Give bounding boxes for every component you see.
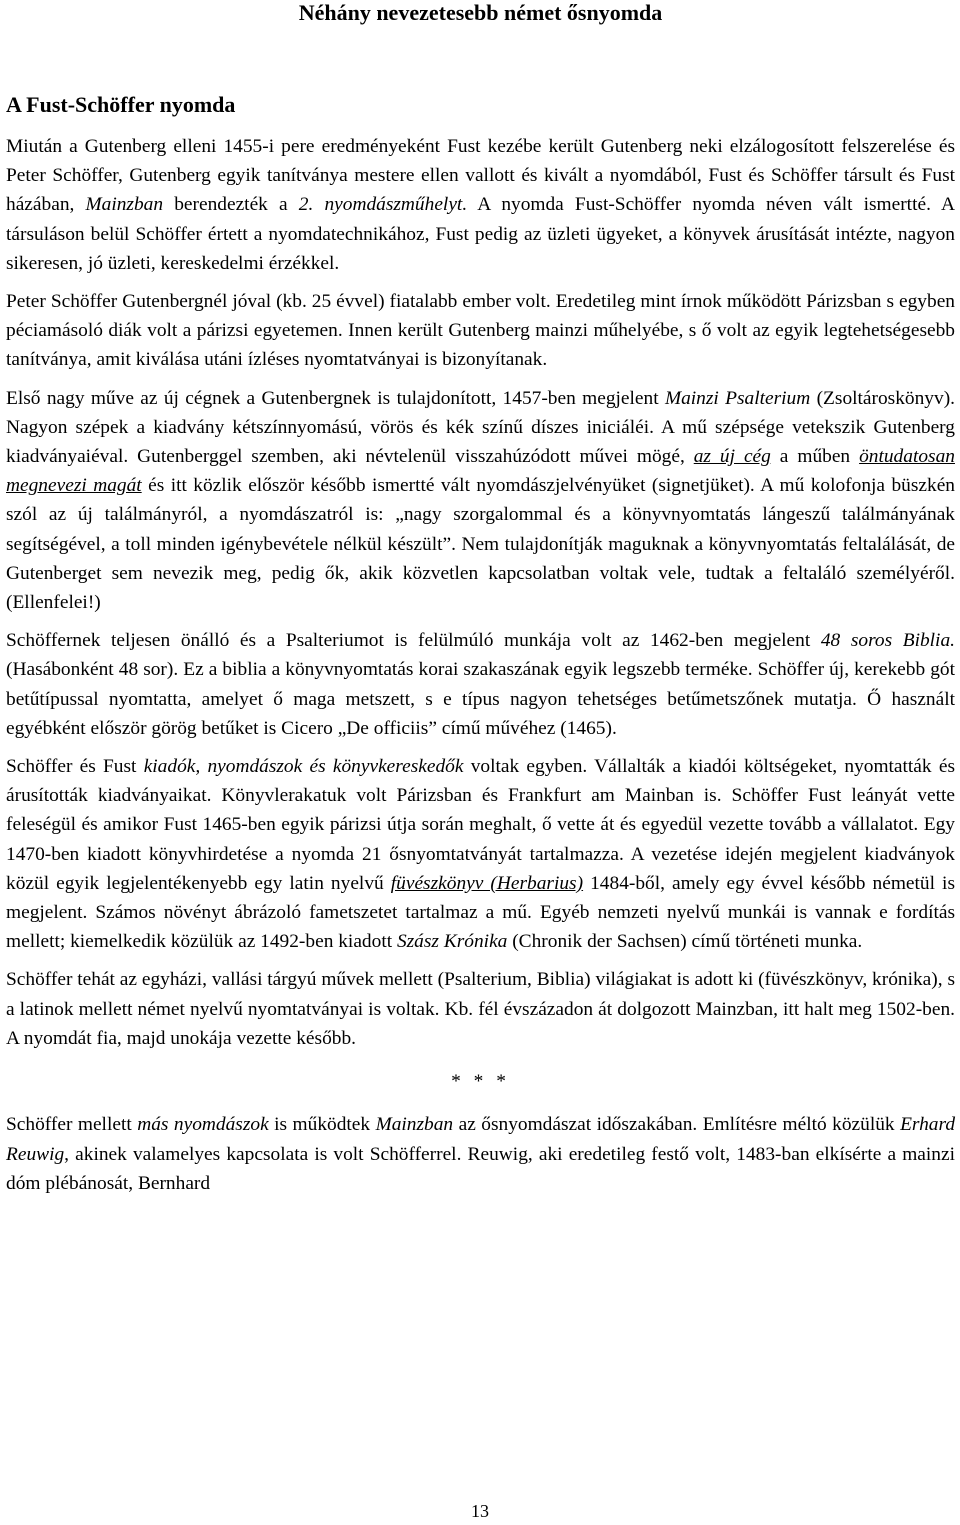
italic-underlined-text: az új cég (693, 446, 771, 468)
italic-text: Mainzi Psalterium (664, 387, 811, 409)
body-text (6, 132, 955, 1207)
italic-text: Erhard Reuwig (6, 1114, 956, 1165)
section-heading: A Fust-Schöffer nyomda (6, 92, 236, 117)
paragraph-1 (6, 132, 955, 278)
paragraph-6: Schöffer tehát az egyházi, vallási tárgyú művek mellett (Psalterium, Biblia) világiakat is adott ki (füvészkönyv, krónika), s a latinok mellett német nyelvű nyomtatványai is voltak. Kb. fél évszázadon át dolgozott Mainzban, itt halt meg 1502-ben. A nyomdát fia, majd unokája vezette később. (6, 969, 955, 1049)
text-run: Schöffer és Fust (6, 756, 144, 778)
text-run: (Zsoltároskönyv). Nagyon szépek a kiadvány kétszínnyomású, vörös és kék színű díszes iniciáléi. A mű szépsége vetekszik Gutenberg kiadványaiéval. Gutenberggel szemben, aki névtelenül visszahúzódott művei mögé, (6, 387, 955, 468)
italic-text: más nyomdászok (137, 1114, 269, 1136)
paragraph-2: Peter Schöffer Gutenbergnél jóval (kb. 25 évvel) fiatalabb ember volt. Eredetileg mint írnok működött Párizsban s egyben péciamásoló diák volt a párizsi egyetemen. Innen került Gutenberg mainzi műhelyébe, s ő volt az egyik legtehetségesebb tanítványa, amit kiválása utáni ízléses nyomtatványai is bizonyítanak. (6, 291, 955, 371)
paragraph-4 (6, 626, 955, 743)
paragraph-5 (6, 752, 955, 956)
text-run: és itt közlik először később ismertté vált nyomdászjelvényüket (signetjüket). A mű kolofonja büszkén szól az új találmányról, a nyomdászatról is: „nagy szorgalommal és a könyvnyomtatás lángeszű találmányának segítségével, a toll minden igénybevétele nélkül készült”. Nem tulajdonítják maguknak a könyvnyomtatás feltalálását, de Gutenberget sem nevezik meg, pedig ők, akik közvetlen kapcsolatban voltak vele, tudtak a feltaláló személyéről. (Ellenfelei!) (6, 475, 955, 614)
paragraph-3 (6, 384, 955, 618)
text-run: (Hasábonként 48 sor). Ez a biblia a könyvnyomtatás korai szakaszának egyik legszebb terméke. Schöffer új, kerekebb gót betűtípussal nyomtatta, amelyet ő maga metszett, s e típus nagyon tehetséges betűmetszőnek mutatja. Ő használt egyébként először görög betűket is Cicero „De officiis” című művéhez (1465). (6, 659, 955, 739)
page-number: 13 (471, 1501, 489, 1521)
italic-underlined-text: öntudatosan megnevezi magát (6, 446, 955, 497)
text-run: 1484-ből, amely egy évvel később németül is megjelent. Számos növényt ábrázoló fametszetet tartalmaz a mű. Egyéb nemzeti nyelvű munkái is vannak e fordítás mellett; kiemelkedik közülük az 1492-ben kiadott (6, 872, 955, 953)
text-run: A nyomda Fust-Schöffer nyomda néven vált ismertté. A társuláson belül Schöffer értett a nyomdatechnikához, Fust pedig az üzleti ügyeket, a könyvek árusítását intézte, nagyon sikeresen, jó üzleti, kereskedelmi érzékkel. (6, 194, 955, 274)
text-run: a műben (770, 446, 860, 468)
text-run: Schöffernek teljesen önálló és a Psalteriumot is felülmúló munkája volt az 1462-ben megjelent (6, 630, 821, 652)
text-run: Miután a Gutenberg elleni 1455-i pere eredményeként Fust kezébe került Gutenberg neki elzálogosított felszerelése és Peter Schöffer, Gutenberg egyik tanítványa mestere ellen vallott és kivált a nyomdából, Fust és Schöffer társult és Fust házában, (6, 136, 955, 216)
italic-text: kiadók, nyomdászok és könyvkereskedők (143, 756, 464, 778)
page-title: Néhány nevezetesebb német ősnyomda (298, 0, 663, 25)
italic-text: 2. nyomdászműhelyt. (298, 194, 468, 216)
text-run: voltak egyben. Vállalták a kiadói költségeket, nyomtatták és árusították kiadványaikat. Könyvlerakatuk volt Párizsban és Frankfurt am Mainban is. Schöffer Fust leányát vette feleségül és amikor Fust 1465-ben egyik párizsi útja során meghalt, ő vette át és egyedül vezette tovább a vállalatot. Egy 1470-ben kiadott könyvhirdetése a nyomda 21 ősnyomtatványát tartalmazza. A vezetése idején megjelent kiadványok közül egyik legjelentékenyebb egy latin nyelvű (6, 756, 955, 894)
italic-underlined-text: füvészkönyv (Herbarius) (390, 872, 584, 894)
text-run: Schöffer mellett (6, 1114, 138, 1136)
text-run: is működtek (268, 1114, 376, 1136)
text-run: berendezték a (163, 194, 299, 216)
section-separator: * * * (451, 1071, 510, 1093)
text-run: (Chronik der Sachsen) című történeti munka. (507, 931, 863, 953)
italic-text: Mainzban (85, 194, 164, 216)
paragraph-7 (6, 1110, 955, 1198)
italic-text: 48 soros Biblia. (820, 630, 955, 652)
italic-text: Mainzban (375, 1114, 454, 1136)
text-run: az ősnyomdászat időszakában. Említésre méltó közülük (453, 1114, 901, 1136)
text-run: Első nagy műve az új cégnek a Gutenbergnek is tulajdonított, 1457-ben megjelent (6, 387, 665, 409)
italic-text: Szász Krónika (396, 931, 508, 953)
text-run: , akinek valamelyes kapcsolata is volt Schöfferrel. Reuwig, aki eredetileg festő volt, 1483-ban elkísérte a mainzi dóm plébánosát, Bernhard (6, 1143, 955, 1194)
